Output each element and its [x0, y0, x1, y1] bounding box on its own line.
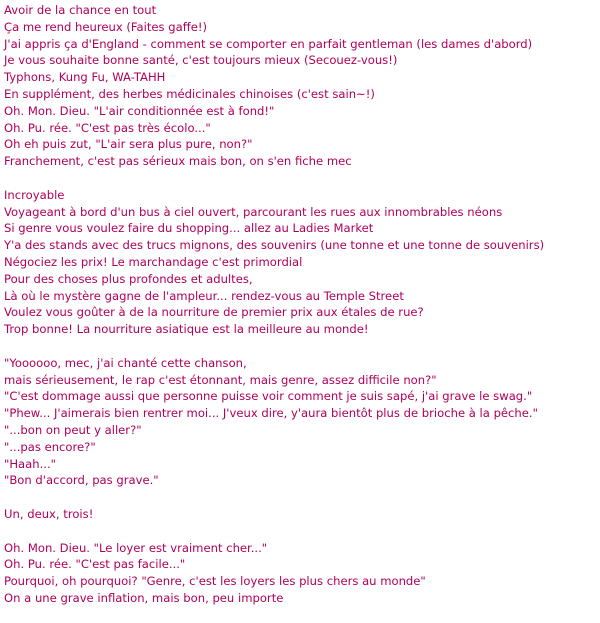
lyric-line: Si genre vous voulez faire du shopping... allez au Ladies Market — [4, 221, 374, 236]
lyric-line: Voyageant à bord d'un bus à ciel ouvert, parcourant les rues aux innombrables néons — [4, 204, 503, 219]
lyric-line: "Yoooooo, mec, j'ai chanté cette chanson, — [4, 355, 247, 370]
lyric-line: "C'est dommage aussi que personne puisse voir comment je suis sapé, j'ai grave le swag." — [4, 389, 533, 404]
lyric-line: "Phew... J'aimerais bien rentrer moi... J'veux dire, y'aura bientôt plus de brioche à la pêche." — [4, 406, 538, 421]
lyric-line: "Bon d'accord, pas grave." — [4, 473, 159, 488]
lyric-line: Trop bonne! La nourriture asiatique est la meilleure au monde! — [4, 322, 369, 337]
lyric-line: Négociez les prix! Le marchandage c'est primordial — [4, 254, 303, 269]
lyric-line: "...pas encore?" — [4, 439, 96, 454]
stanza-2 — [4, 187, 598, 338]
lyric-line: J'ai appris ça d'England - comment se comporter en parfait gentleman (les dames d'abord) — [4, 36, 533, 51]
lyric-line: Avoir de la chance en tout — [4, 3, 157, 17]
stanza-3 — [4, 355, 598, 489]
lyric-line: Pourquoi, oh pourquoi? "Genre, c'est les loyers les plus chers au monde" — [4, 574, 426, 589]
lyric-line: mais sérieusement, le rap c'est étonnant, mais genre, assez difficile non?" — [4, 372, 437, 387]
lyric-line: Oh eh puis zut, "L'air sera plus pure, non?" — [4, 137, 253, 152]
lyric-line: Typhons, Kung Fu, WA-TAHH — [4, 70, 166, 85]
lyric-line: Ça me rend heureux (Faites gaffe!) — [4, 19, 208, 34]
lyric-line: Je vous souhaite bonne santé, c'est toujours mieux (Secouez-vous!) — [4, 53, 398, 68]
lyric-line: En supplément, des herbes médicinales chinoises (c'est sain~!) — [4, 86, 375, 101]
lyric-line: "Haah..." — [4, 456, 56, 471]
stanza-5 — [4, 540, 598, 607]
lyric-line: Incroyable — [4, 187, 65, 202]
lyric-line: "...bon on peut y aller?" — [4, 422, 142, 437]
lyric-line: Oh. Mon. Dieu. "L'air conditionnée est à fond!" — [4, 103, 275, 118]
lyrics-text — [4, 2, 598, 623]
lyric-line: Oh. Pu. rée. "C'est pas facile..." — [4, 557, 186, 572]
lyric-line: On a une grave inflation, mais bon, peu importe — [4, 590, 284, 605]
stanza-1 — [4, 2, 598, 170]
lyric-line: Un, deux, trois! — [4, 506, 94, 521]
stanza-4 — [4, 506, 598, 523]
lyric-line: Oh. Pu. rée. "C'est pas très écolo..." — [4, 120, 211, 135]
lyric-line: Franchement, c'est pas sérieux mais bon, on s'en fiche mec — [4, 154, 352, 169]
lyric-line: Pour des choses plus profondes et adultes, — [4, 271, 253, 286]
lyric-line: Y'a des stands avec des trucs mignons, des souvenirs (une tonne et une tonne de souvenirs) — [4, 238, 545, 253]
lyric-line: Oh. Mon. Dieu. "Le loyer est vraiment cher..." — [4, 540, 268, 555]
lyric-line: Voulez vous goûter à de la nourriture de premier prix aux étales de rue? — [4, 305, 424, 320]
lyric-line: Là où le mystère gagne de l'ampleur... rendez-vous au Temple Street — [4, 288, 404, 303]
